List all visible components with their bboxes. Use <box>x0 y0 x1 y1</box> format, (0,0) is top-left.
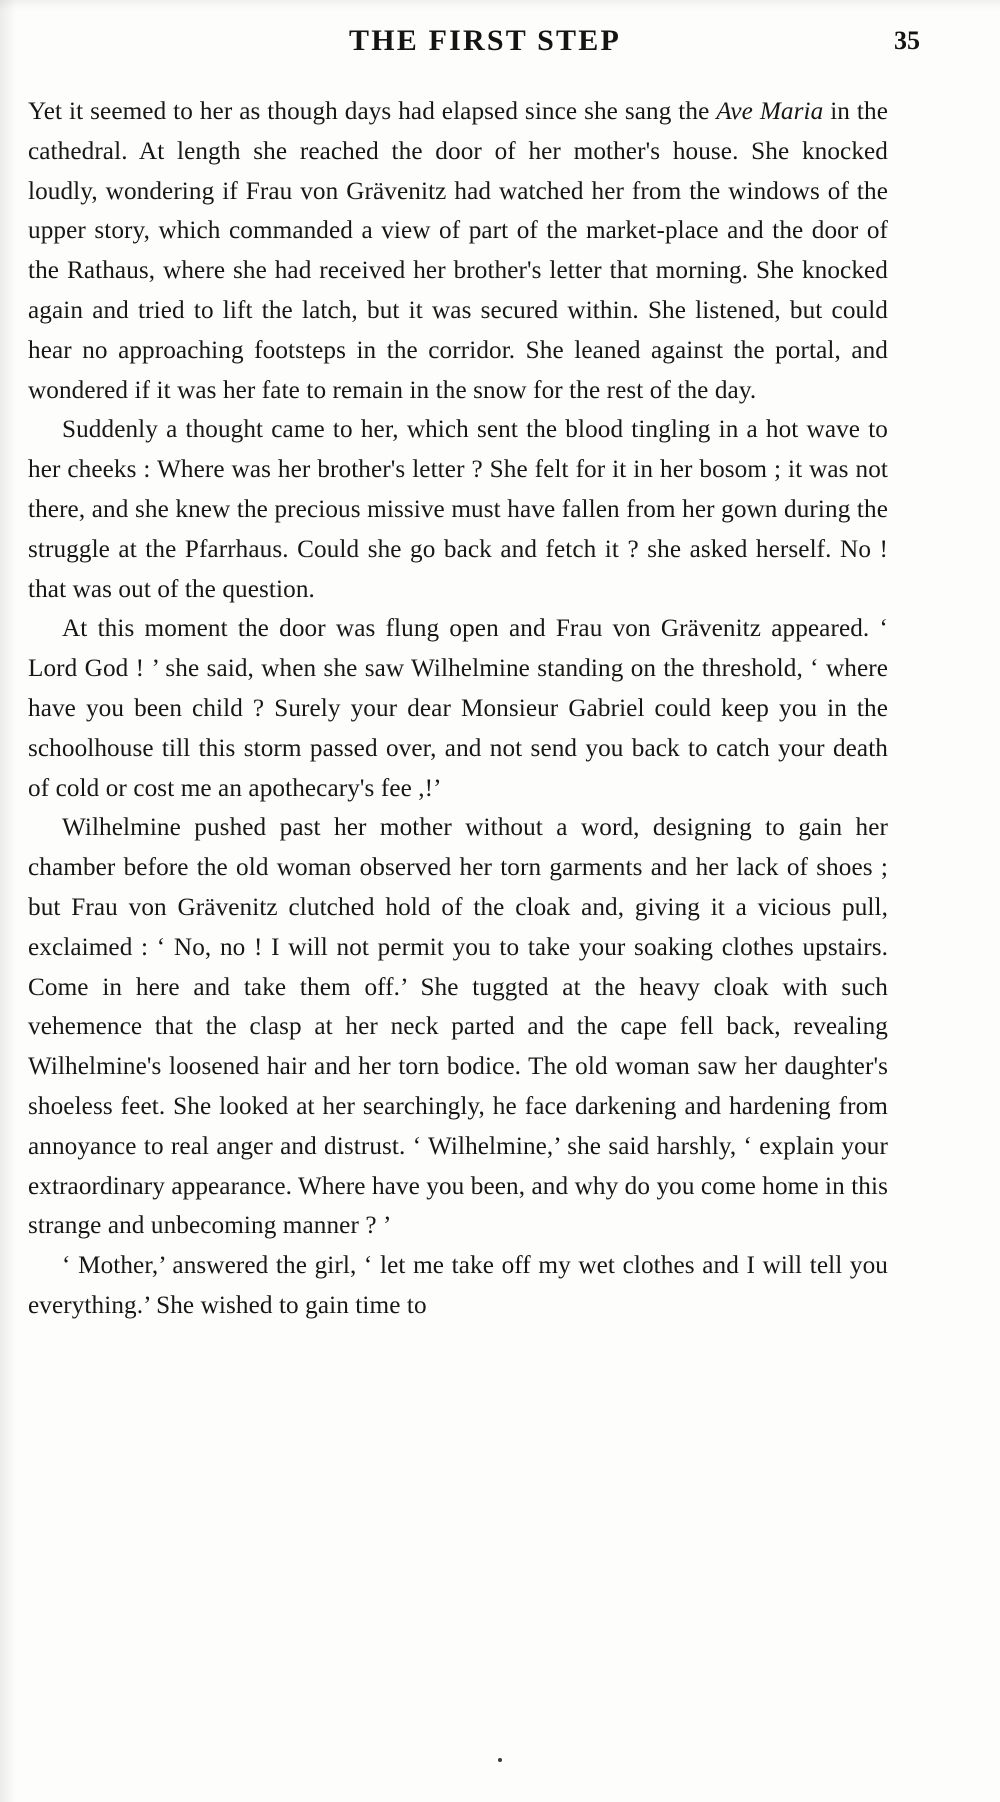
page-number: 35 <box>894 26 920 55</box>
paragraph-5: ‘ Mother,’ answered the girl, ‘ let me take off my wet clothes and I will tell you everything.’ She wished to gain time to <box>28 1252 888 1319</box>
page-header <box>90 24 920 72</box>
paragraph-2: Suddenly a thought came to her, which sent the blood tingling in a hot wave to her cheeks : Where was her brother's letter ? She felt for it in her bosom ; it was not there, and she knew the precious missive must have fallen from her gown during the struggle at the Pfarrhaus. Could she go back and fetch it ? she asked herself. No ! that was out of the question. <box>28 416 888 603</box>
footer-mark <box>498 1758 502 1762</box>
paragraph-3: At this moment the door was flung open and Frau von Grävenitz appeared. ‘ Lord God ! ’ she said, when she saw Wilhelmine standing on the threshold, ‘ where have you been child ? Surely your dear Monsieur Gabriel could keep you in the schoolhouse till this storm passed over, and not send you back to catch your death of cold or cost me an apothecary's fee ,!’ <box>28 615 888 802</box>
paragraph-4: Wilhelmine pushed past her mother without a word, designing to gain her chamber before the old woman observed her torn garments and her lack of shoes ; but Frau von Grävenitz clutched hold of the cloak and, giving it a vicious pull, exclaimed : ‘ No, no ! I will not permit you to take your soaking clothes upstairs. Come in here and take them off.’ She tuggted at the heavy cloak with such vehemence that the clasp at her neck parted and the cape fell back, revealing Wilhelmine's loosened hair and her torn bodice. The old woman saw her daughter's shoeless feet. She looked at her searchingly, he face darkening and hardening from annoyance to real anger and distrust. ‘ Wilhelmine,’ she said harshly, ‘ explain your extraordinary appearance. Where have you been, and why do you come home in this strange and unbecoming manner ? ’ <box>28 814 888 1240</box>
page-edge-shading-top <box>0 0 1000 10</box>
paragraph-1: Yet it seemed to her as though days had elapsed since she sang the Ave Maria in the cathedral. At length she reached the door of her mother's house. She knocked loudly, wondering if Frau von Grävenitz had watched her from the windows of the upper story, which commanded a view of part of the market-place and the door of the Rathaus, where she had received her brother's letter that morning. She knocked again and tried to lift the latch, but it was secured within. She listened, but could hear no approaching footsteps in the corridor. She leaned against the portal, and wondered if it was her fate to remain in the snow for the rest of the day. <box>28 98 888 404</box>
page-body <box>28 92 888 1326</box>
running-title: THE FIRST STEP <box>348 24 621 57</box>
italic-title: Ave Maria <box>716 98 824 125</box>
page-edge-shading-left <box>0 0 16 1802</box>
